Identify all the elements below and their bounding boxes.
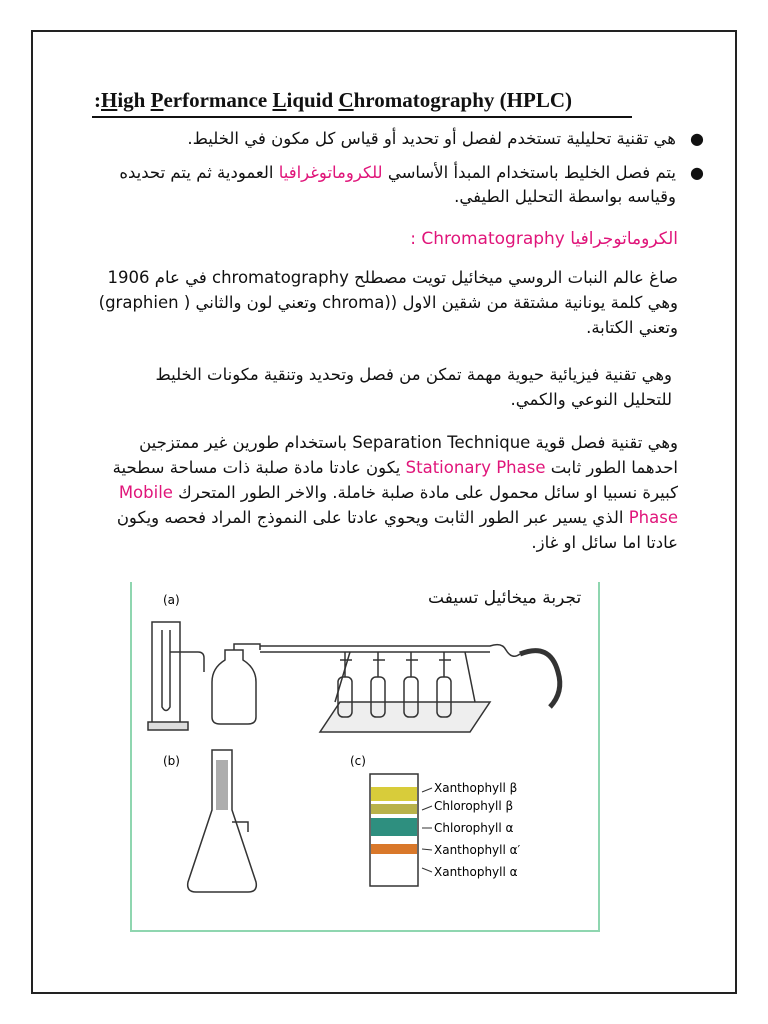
band-xanthophyll-alpha-prime [371,844,417,854]
bullet-item-2 [116,161,704,209]
label-xanthophyll-beta: Xanthophyll β [434,781,518,795]
heading-arabic: الكروماتوجرافيا [570,229,678,249]
phases-text-b: يكون عادتا مادة صلبة ذات مساحة سطحية كبيرة نسبيا او سائل محمول على مادة صلبة خاملة. والاخر الطور المتحرك [112,458,678,502]
bullet-dot: ● [690,129,704,148]
band-arrows [422,788,432,872]
phases-text-c: الذي يسير عبر الطور الثابت ويحوي عادتا على النموذج المراد فحصه ويكون عادتا اما سائل او غاز. [116,508,678,552]
phases-text-a: وهي تقنية فصل قوية Separation Technique باستخدام طورين غير ممتزجين احدهما الطور ثابت [139,433,678,477]
band-chlorophyll-beta [371,804,417,814]
band-xanthophyll-beta [371,787,417,801]
page-title: :High Performance Liquid Chromatography (HPLC) [94,88,572,112]
band-labels [434,781,521,879]
tswett-apparatus-illustration [130,582,600,932]
label-chlorophyll-alpha: Chlorophyll α [434,821,514,835]
bullet-item-1 [116,127,704,151]
title-underline [92,116,632,118]
bullet-dot: ● [690,163,704,182]
mobile-phase-term: Mobile Phase [118,483,678,527]
label-xanthophyll-alpha: Xanthophyll α [434,865,518,879]
figure-caption: تجربة ميخائيل تسيفت [428,588,582,608]
label-chlorophyll-beta: Chlorophyll β [434,799,514,813]
label-xanthophyll-alpha-prime: Xanthophyll α′ [434,843,521,857]
panel-c-label: (c) [350,754,366,768]
stationary-phase-term: Stationary Phase [405,458,546,477]
heading-colon: : [410,229,416,249]
heading-english: Chromatography [421,229,565,249]
bullet-text: هي تقنية تحليلية تستخدم لفصل أو تحديد أو قياس كل مكون في الخليط. [187,129,676,148]
panel-a-label: (a) [163,593,180,607]
paragraph-history: صاغ عالم النبات الروسي ميخائيل تويت مصطلح chromatography في عام 1906 وهي كلمة يونانية مشتقة من شقين الاول ((chroma وتعني لون والثاني ( graphien) وتعني الكتابة. [98,268,678,337]
panel-b-label: (b) [163,754,180,768]
band-chlorophyll-alpha [371,818,417,836]
paragraph-phases [98,430,678,555]
paragraph-definition: وهي تقنية فيزيائية حيوية مهمة تمكن من فصل وتحديد وتنقية مكونات الخليط للتحليل النوعي والكمي. [155,365,672,409]
section-heading [410,229,678,249]
bullet-text-after: العمودية ثم يتم تحديده وقياسه بواسطة التحليل الطيفي. [119,163,676,206]
bullet-highlight: للكروماتوغرافيا [278,163,383,182]
bullet-text-before: يتم فصل الخليط باستخدام المبدأ الأساسي [382,163,676,182]
